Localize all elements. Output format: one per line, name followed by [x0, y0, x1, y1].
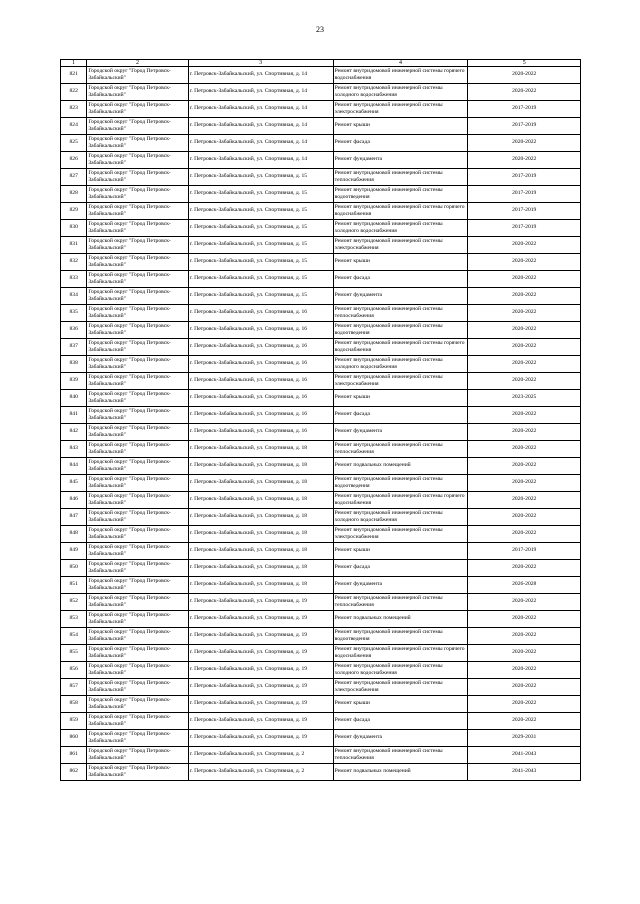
address-cell: г. Петровск-Забайкальский, ул. Спортивная, д. 14: [188, 84, 333, 101]
row-number-cell: 861: [61, 747, 87, 764]
period-cell: 2020-2022: [468, 84, 581, 101]
row-number-cell: 850: [61, 560, 87, 577]
period-cell: 2017-2019: [468, 203, 581, 220]
table-row: [61, 747, 581, 764]
table-row: [61, 441, 581, 458]
row-number-cell: 857: [61, 679, 87, 696]
address-cell: г. Петровск-Забайкальский, ул. Спортивная, д. 18: [188, 577, 333, 594]
row-number-cell: 858: [61, 696, 87, 713]
table-row: [61, 220, 581, 237]
period-cell: 2017-2019: [468, 220, 581, 237]
address-cell: г. Петровск-Забайкальский, ул. Спортивная, д. 2: [188, 747, 333, 764]
work-type-cell: Ремонт внутридомовой инженерной системы водоотведения: [333, 186, 468, 203]
period-cell: 2041-2043: [468, 764, 581, 781]
work-type-cell: Ремонт фасада: [333, 560, 468, 577]
row-number-cell: 831: [61, 237, 87, 254]
municipality-cell: Городской округ "Город Петровск-Забайкальский": [87, 424, 188, 441]
period-cell: 2020-2022: [468, 288, 581, 305]
address-cell: г. Петровск-Забайкальский, ул. Спортивная, д. 16: [188, 373, 333, 390]
column-header: 4: [333, 60, 468, 67]
address-cell: г. Петровск-Забайкальский, ул. Спортивная, д. 19: [188, 645, 333, 662]
work-type-cell: Ремонт фундамента: [333, 424, 468, 441]
municipality-cell: Городской округ "Город Петровск-Забайкальский": [87, 543, 188, 560]
period-cell: 2020-2022: [468, 713, 581, 730]
municipality-cell: Городской округ "Город Петровск-Забайкальский": [87, 441, 188, 458]
work-type-cell: Ремонт крыши: [333, 118, 468, 135]
row-number-cell: 826: [61, 152, 87, 169]
column-header: 5: [468, 60, 581, 67]
row-number-cell: 852: [61, 594, 87, 611]
period-cell: 2017-2019: [468, 118, 581, 135]
row-number-cell: 853: [61, 611, 87, 628]
municipality-cell: Городской округ "Город Петровск-Забайкальский": [87, 662, 188, 679]
table-row: [61, 84, 581, 101]
municipality-cell: Городской округ "Город Петровск-Забайкальский": [87, 475, 188, 492]
work-type-cell: Ремонт внутридомовой инженерной системы горячего водоснабжения: [333, 203, 468, 220]
period-cell: 2017-2019: [468, 186, 581, 203]
row-number-cell: 836: [61, 322, 87, 339]
municipality-cell: Городской округ "Город Петровск-Забайкальский": [87, 271, 188, 288]
work-type-cell: Ремонт подвальных помещений: [333, 764, 468, 781]
address-cell: г. Петровск-Забайкальский, ул. Спортивная, д. 19: [188, 696, 333, 713]
table-row: [61, 713, 581, 730]
period-cell: 2020-2022: [468, 407, 581, 424]
address-cell: г. Петровск-Забайкальский, ул. Спортивная, д. 16: [188, 305, 333, 322]
table-row: [61, 730, 581, 747]
municipality-cell: Городской округ "Город Петровск-Забайкальский": [87, 356, 188, 373]
period-cell: 2020-2022: [468, 356, 581, 373]
municipality-cell: Городской округ "Город Петровск-Забайкальский": [87, 118, 188, 135]
municipality-cell: Городской округ "Город Петровск-Забайкальский": [87, 288, 188, 305]
table-row: [61, 135, 581, 152]
row-number-cell: 856: [61, 662, 87, 679]
period-cell: 2020-2022: [468, 305, 581, 322]
municipality-cell: Городской округ "Город Петровск-Забайкальский": [87, 747, 188, 764]
row-number-cell: 832: [61, 254, 87, 271]
work-type-cell: Ремонт внутридомовой инженерной системы горячего водоснабжения: [333, 67, 468, 84]
address-cell: г. Петровск-Забайкальский, ул. Спортивная, д. 14: [188, 152, 333, 169]
row-number-cell: 840: [61, 390, 87, 407]
table-row: [61, 662, 581, 679]
table-row: [61, 271, 581, 288]
municipality-cell: Городской округ "Город Петровск-Забайкальский": [87, 509, 188, 526]
work-type-cell: Ремонт внутридомовой инженерной системы теплоснабжения: [333, 169, 468, 186]
municipality-cell: Городской округ "Город Петровск-Забайкальский": [87, 696, 188, 713]
period-cell: 2020-2022: [468, 628, 581, 645]
work-type-cell: Ремонт внутридомовой инженерной системы холодного водоснабжения: [333, 662, 468, 679]
work-type-cell: Ремонт фундамента: [333, 730, 468, 747]
address-cell: г. Петровск-Забайкальский, ул. Спортивная, д. 15: [188, 288, 333, 305]
period-cell: 2020-2022: [468, 424, 581, 441]
row-number-cell: 849: [61, 543, 87, 560]
table-row: [61, 152, 581, 169]
municipality-cell: Городской округ "Город Петровск-Забайкальский": [87, 203, 188, 220]
table-row: [61, 203, 581, 220]
municipality-cell: Городской округ "Город Петровск-Забайкальский": [87, 492, 188, 509]
period-cell: 2020-2022: [468, 696, 581, 713]
work-type-cell: Ремонт внутридомовой инженерной системы горячего водоснабжения: [333, 492, 468, 509]
address-cell: г. Петровск-Забайкальский, ул. Спортивная, д. 15: [188, 271, 333, 288]
period-cell: 2020-2022: [468, 611, 581, 628]
period-cell: 2023-2025: [468, 390, 581, 407]
address-cell: г. Петровск-Забайкальский, ул. Спортивная, д. 16: [188, 424, 333, 441]
table-row: [61, 67, 581, 84]
table-row: [61, 611, 581, 628]
table-row: [61, 373, 581, 390]
address-cell: г. Петровск-Забайкальский, ул. Спортивная, д. 14: [188, 101, 333, 118]
period-cell: 2020-2022: [468, 339, 581, 356]
municipality-cell: Городской округ "Город Петровск-Забайкальский": [87, 84, 188, 101]
row-number-cell: 855: [61, 645, 87, 662]
row-number-cell: 841: [61, 407, 87, 424]
work-type-cell: Ремонт внутридомовой инженерной системы холодного водоснабжения: [333, 84, 468, 101]
address-cell: г. Петровск-Забайкальский, ул. Спортивная, д. 19: [188, 730, 333, 747]
period-cell: 2020-2022: [468, 237, 581, 254]
table-row: [61, 101, 581, 118]
period-cell: 2020-2022: [468, 67, 581, 84]
work-type-cell: Ремонт подвальных помещений: [333, 611, 468, 628]
row-number-cell: 844: [61, 458, 87, 475]
address-cell: г. Петровск-Забайкальский, ул. Спортивная, д. 16: [188, 322, 333, 339]
row-number-cell: 827: [61, 169, 87, 186]
municipality-cell: Городской округ "Город Петровск-Забайкальский": [87, 764, 188, 781]
municipality-cell: Городской округ "Город Петровск-Забайкальский": [87, 594, 188, 611]
table-row: [61, 475, 581, 492]
table-row: [61, 322, 581, 339]
work-type-cell: Ремонт подвальных помещений: [333, 458, 468, 475]
municipality-cell: Городской округ "Город Петровск-Забайкальский": [87, 526, 188, 543]
row-number-cell: 833: [61, 271, 87, 288]
work-type-cell: Ремонт крыши: [333, 696, 468, 713]
table-row: [61, 560, 581, 577]
address-cell: г. Петровск-Забайкальский, ул. Спортивная, д. 16: [188, 356, 333, 373]
municipality-cell: Городской округ "Город Петровск-Забайкальский": [87, 577, 188, 594]
address-cell: г. Петровск-Забайкальский, ул. Спортивная, д. 19: [188, 662, 333, 679]
address-cell: г. Петровск-Забайкальский, ул. Спортивная, д. 18: [188, 441, 333, 458]
row-number-cell: 847: [61, 509, 87, 526]
work-type-cell: Ремонт крыши: [333, 543, 468, 560]
work-type-cell: Ремонт фасада: [333, 271, 468, 288]
row-number-cell: 851: [61, 577, 87, 594]
municipality-cell: Городской округ "Город Петровск-Забайкальский": [87, 152, 188, 169]
period-cell: 2020-2022: [468, 254, 581, 271]
row-number-cell: 843: [61, 441, 87, 458]
address-cell: г. Петровск-Забайкальский, ул. Спортивная, д. 14: [188, 135, 333, 152]
table-row: [61, 305, 581, 322]
period-cell: 2020-2022: [468, 560, 581, 577]
period-cell: 2029-2031: [468, 730, 581, 747]
row-number-cell: 824: [61, 118, 87, 135]
column-header: 1: [61, 60, 87, 67]
municipality-cell: Городской округ "Город Петровск-Забайкальский": [87, 305, 188, 322]
municipality-cell: Городской округ "Город Петровск-Забайкальский": [87, 713, 188, 730]
period-cell: 2020-2022: [468, 662, 581, 679]
municipality-cell: Городской округ "Город Петровск-Забайкальский": [87, 645, 188, 662]
table-header: [61, 60, 581, 67]
row-number-cell: 842: [61, 424, 87, 441]
address-cell: г. Петровск-Забайкальский, ул. Спортивная, д. 18: [188, 475, 333, 492]
period-cell: 2017-2019: [468, 101, 581, 118]
period-cell: 2020-2022: [468, 645, 581, 662]
address-cell: г. Петровск-Забайкальский, ул. Спортивная, д. 18: [188, 526, 333, 543]
row-number-cell: 829: [61, 203, 87, 220]
work-type-cell: Ремонт фундамента: [333, 577, 468, 594]
work-type-cell: Ремонт внутридомовой инженерной системы горячего водоснабжения: [333, 645, 468, 662]
address-cell: г. Петровск-Забайкальский, ул. Спортивная, д. 16: [188, 390, 333, 407]
municipality-cell: Городской округ "Город Петровск-Забайкальский": [87, 67, 188, 84]
address-cell: г. Петровск-Забайкальский, ул. Спортивная, д. 15: [188, 203, 333, 220]
work-type-cell: Ремонт фасада: [333, 407, 468, 424]
column-number-row: [61, 60, 581, 67]
address-cell: г. Петровск-Забайкальский, ул. Спортивная, д. 19: [188, 594, 333, 611]
period-cell: 2020-2022: [468, 322, 581, 339]
column-header: 2: [87, 60, 188, 67]
period-cell: 2020-2022: [468, 152, 581, 169]
work-type-cell: Ремонт внутридомовой инженерной системы электроснабжения: [333, 237, 468, 254]
work-type-cell: Ремонт внутридомовой инженерной системы теплоснабжения: [333, 594, 468, 611]
work-type-cell: Ремонт внутридомовой инженерной системы водоотведения: [333, 628, 468, 645]
period-cell: 2020-2022: [468, 679, 581, 696]
row-number-cell: 837: [61, 339, 87, 356]
work-type-cell: Ремонт фасада: [333, 713, 468, 730]
period-cell: 2020-2022: [468, 373, 581, 390]
table-row: [61, 169, 581, 186]
work-type-cell: Ремонт внутридомовой инженерной системы холодного водоснабжения: [333, 220, 468, 237]
table-row: [61, 645, 581, 662]
municipality-cell: Городской округ "Город Петровск-Забайкальский": [87, 407, 188, 424]
period-cell: 2020-2022: [468, 509, 581, 526]
period-cell: 2020-2022: [468, 526, 581, 543]
period-cell: 2020-2022: [468, 458, 581, 475]
table-row: [61, 254, 581, 271]
work-type-cell: Ремонт фундамента: [333, 152, 468, 169]
page-number: 23: [316, 25, 324, 34]
work-type-cell: Ремонт крыши: [333, 390, 468, 407]
address-cell: г. Петровск-Забайкальский, ул. Спортивная, д. 2: [188, 764, 333, 781]
table-row: [61, 407, 581, 424]
work-type-cell: Ремонт фундамента: [333, 288, 468, 305]
table-row: [61, 577, 581, 594]
municipality-cell: Городской округ "Город Петровск-Забайкальский": [87, 220, 188, 237]
work-type-cell: Ремонт фасада: [333, 135, 468, 152]
municipality-cell: Городской округ "Город Петровск-Забайкальский": [87, 373, 188, 390]
work-type-cell: Ремонт внутридомовой инженерной системы электроснабжения: [333, 101, 468, 118]
work-type-cell: Ремонт внутридомовой инженерной системы теплоснабжения: [333, 747, 468, 764]
row-number-cell: 848: [61, 526, 87, 543]
table-body: [61, 67, 581, 781]
table-row: [61, 356, 581, 373]
table-row: [61, 186, 581, 203]
municipality-cell: Городской округ "Город Петровск-Забайкальский": [87, 237, 188, 254]
row-number-cell: 821: [61, 67, 87, 84]
address-cell: г. Петровск-Забайкальский, ул. Спортивная, д. 15: [188, 186, 333, 203]
address-cell: г. Петровск-Забайкальский, ул. Спортивная, д. 19: [188, 628, 333, 645]
table-row: [61, 696, 581, 713]
work-type-cell: Ремонт внутридомовой инженерной системы электроснабжения: [333, 526, 468, 543]
table-row: [61, 237, 581, 254]
table-row: [61, 424, 581, 441]
period-cell: 2020-2022: [468, 594, 581, 611]
municipality-cell: Городской округ "Город Петровск-Забайкальский": [87, 730, 188, 747]
address-cell: г. Петровск-Забайкальский, ул. Спортивная, д. 18: [188, 492, 333, 509]
table-row: [61, 118, 581, 135]
period-cell: 2026-2028: [468, 577, 581, 594]
table-row: [61, 492, 581, 509]
municipality-cell: Городской округ "Город Петровск-Забайкальский": [87, 322, 188, 339]
row-number-cell: 845: [61, 475, 87, 492]
work-type-cell: Ремонт внутридомовой инженерной системы горячего водоснабжения: [333, 339, 468, 356]
period-cell: 2020-2022: [468, 441, 581, 458]
address-cell: г. Петровск-Забайкальский, ул. Спортивная, д. 16: [188, 407, 333, 424]
address-cell: г. Петровск-Забайкальский, ул. Спортивная, д. 14: [188, 118, 333, 135]
address-cell: г. Петровск-Забайкальский, ул. Спортивная, д. 18: [188, 543, 333, 560]
municipality-cell: Городской округ "Город Петровск-Забайкальский": [87, 628, 188, 645]
work-type-cell: Ремонт внутридомовой инженерной системы электроснабжения: [333, 373, 468, 390]
work-type-cell: Ремонт внутридомовой инженерной системы водоотведения: [333, 475, 468, 492]
address-cell: г. Петровск-Забайкальский, ул. Спортивная, д. 15: [188, 220, 333, 237]
table-row: [61, 679, 581, 696]
row-number-cell: 859: [61, 713, 87, 730]
table-row: [61, 543, 581, 560]
work-type-cell: Ремонт внутридомовой инженерной системы теплоснабжения: [333, 305, 468, 322]
address-cell: г. Петровск-Забайкальский, ул. Спортивная, д. 15: [188, 169, 333, 186]
row-number-cell: 860: [61, 730, 87, 747]
table-row: [61, 390, 581, 407]
work-type-cell: Ремонт внутридомовой инженерной системы электроснабжения: [333, 679, 468, 696]
row-number-cell: 822: [61, 84, 87, 101]
row-number-cell: 862: [61, 764, 87, 781]
row-number-cell: 830: [61, 220, 87, 237]
period-cell: 2020-2022: [468, 271, 581, 288]
repair-schedule-table: [60, 59, 581, 781]
address-cell: г. Петровск-Забайкальский, ул. Спортивная, д. 19: [188, 611, 333, 628]
row-number-cell: 835: [61, 305, 87, 322]
table-row: [61, 764, 581, 781]
table-row: [61, 628, 581, 645]
table-row: [61, 458, 581, 475]
municipality-cell: Городской округ "Город Петровск-Забайкальский": [87, 560, 188, 577]
municipality-cell: Городской округ "Город Петровск-Забайкальский": [87, 390, 188, 407]
work-type-cell: Ремонт внутридомовой инженерной системы холодного водоснабжения: [333, 509, 468, 526]
municipality-cell: Городской округ "Город Петровск-Забайкальский": [87, 101, 188, 118]
municipality-cell: Городской округ "Город Петровск-Забайкальский": [87, 611, 188, 628]
work-type-cell: Ремонт внутридомовой инженерной системы холодного водоснабжения: [333, 356, 468, 373]
address-cell: г. Петровск-Забайкальский, ул. Спортивная, д. 18: [188, 560, 333, 577]
municipality-cell: Городской округ "Город Петровск-Забайкальский": [87, 679, 188, 696]
period-cell: 2020-2022: [468, 475, 581, 492]
address-cell: г. Петровск-Забайкальский, ул. Спортивная, д. 19: [188, 679, 333, 696]
municipality-cell: Городской округ "Город Петровск-Забайкальский": [87, 339, 188, 356]
address-cell: г. Петровск-Забайкальский, ул. Спортивная, д. 14: [188, 67, 333, 84]
address-cell: г. Петровск-Забайкальский, ул. Спортивная, д. 19: [188, 713, 333, 730]
row-number-cell: 828: [61, 186, 87, 203]
work-type-cell: Ремонт внутридомовой инженерной системы водоотведения: [333, 322, 468, 339]
municipality-cell: Городской округ "Город Петровск-Забайкальский": [87, 169, 188, 186]
municipality-cell: Городской округ "Город Петровск-Забайкальский": [87, 135, 188, 152]
table-row: [61, 288, 581, 305]
address-cell: г. Петровск-Забайкальский, ул. Спортивная, д. 15: [188, 254, 333, 271]
row-number-cell: 834: [61, 288, 87, 305]
period-cell: 2041-2043: [468, 747, 581, 764]
work-type-cell: Ремонт крыши: [333, 254, 468, 271]
work-type-cell: Ремонт внутридомовой инженерной системы теплоснабжения: [333, 441, 468, 458]
municipality-cell: Городской округ "Город Петровск-Забайкальский": [87, 254, 188, 271]
row-number-cell: 854: [61, 628, 87, 645]
period-cell: 2017-2019: [468, 543, 581, 560]
address-cell: г. Петровск-Забайкальский, ул. Спортивная, д. 16: [188, 339, 333, 356]
row-number-cell: 825: [61, 135, 87, 152]
table-row: [61, 339, 581, 356]
row-number-cell: 839: [61, 373, 87, 390]
period-cell: 2020-2022: [468, 492, 581, 509]
table-row: [61, 526, 581, 543]
address-cell: г. Петровск-Забайкальский, ул. Спортивная, д. 18: [188, 509, 333, 526]
municipality-cell: Городской округ "Город Петровск-Забайкальский": [87, 458, 188, 475]
row-number-cell: 846: [61, 492, 87, 509]
row-number-cell: 823: [61, 101, 87, 118]
column-header: 3: [188, 60, 333, 67]
table-row: [61, 594, 581, 611]
period-cell: 2020-2022: [468, 135, 581, 152]
table-row: [61, 509, 581, 526]
row-number-cell: 838: [61, 356, 87, 373]
address-cell: г. Петровск-Забайкальский, ул. Спортивная, д. 18: [188, 458, 333, 475]
municipality-cell: Городской округ "Город Петровск-Забайкальский": [87, 186, 188, 203]
period-cell: 2017-2019: [468, 169, 581, 186]
address-cell: г. Петровск-Забайкальский, ул. Спортивная, д. 15: [188, 237, 333, 254]
